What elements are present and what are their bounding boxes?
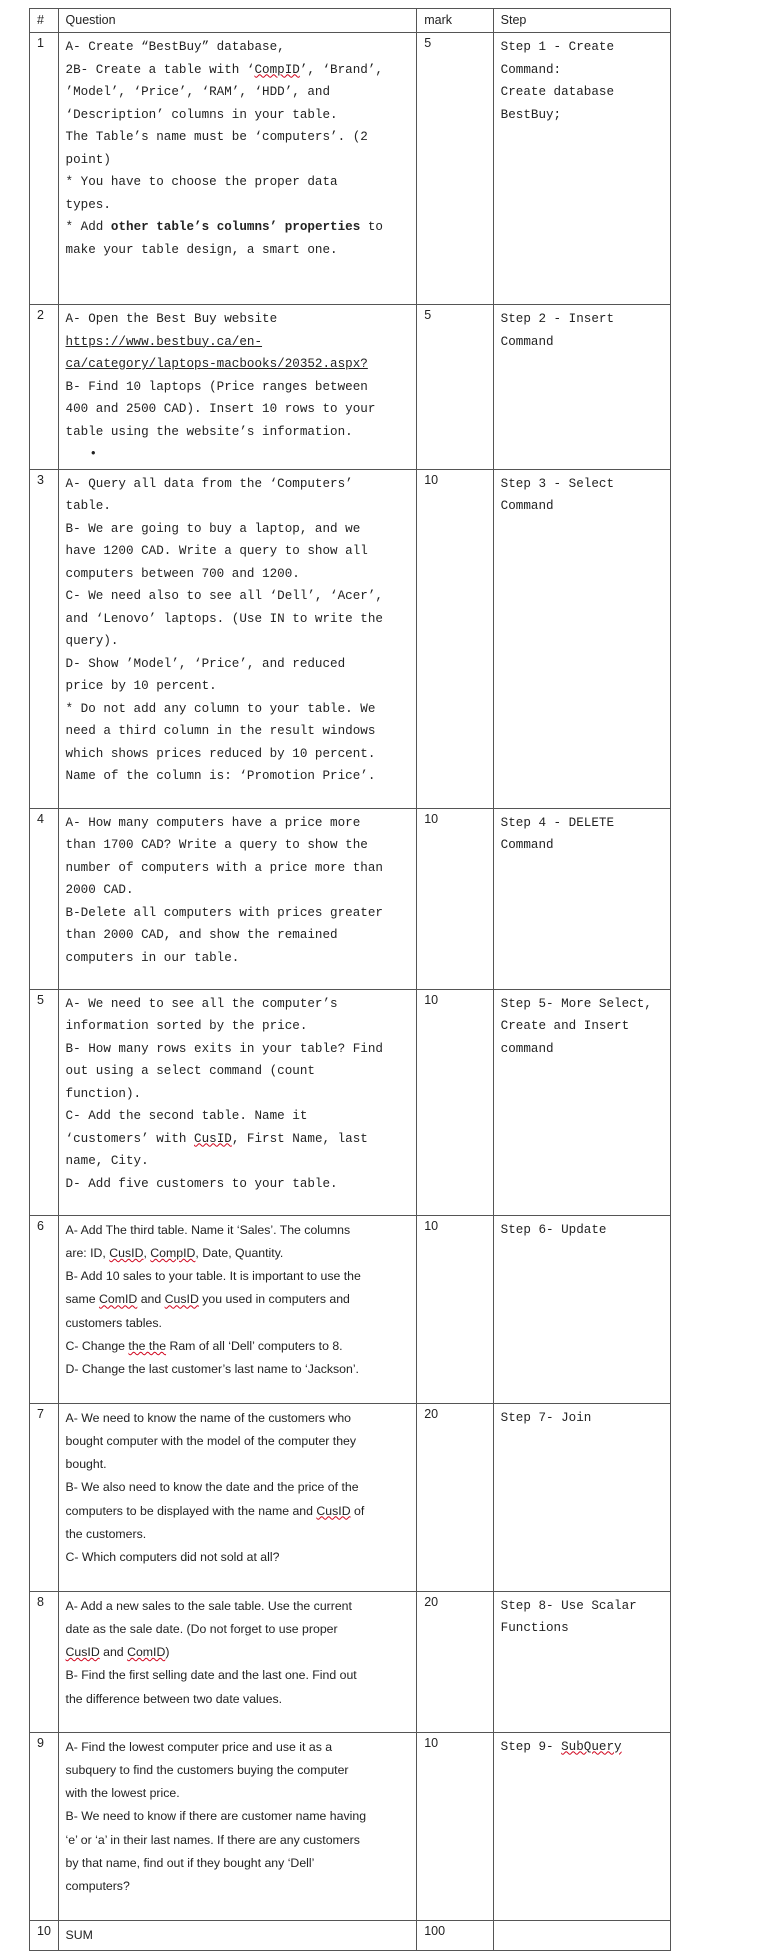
spellcheck-word: CusID	[164, 1292, 199, 1307]
question-line: * You have to choose the proper data	[65, 175, 338, 189]
mark-cell: 20	[417, 1591, 493, 1732]
question-line: C- We need also to see all ‘Dell’, ‘Acer’,	[65, 589, 383, 603]
question-line: 400 and 2500 CAD). Insert 10 rows to your	[65, 402, 376, 416]
step-line: Step 2 - Insert	[500, 312, 615, 326]
question-cell	[58, 1591, 417, 1732]
question-line: than 1700 CAD? Write a query to show the	[65, 838, 368, 852]
question-line: C- Which computers did not sold at all?	[65, 1550, 280, 1565]
step-cell	[493, 1403, 670, 1591]
bold-text: other table’s columns’ properties	[110, 220, 361, 234]
table-row	[30, 1215, 671, 1403]
step-line: Functions	[500, 1621, 569, 1635]
question-line: same ComID and CusID you used in computers and	[65, 1292, 350, 1307]
question-line: number of computers with a price more than	[65, 860, 383, 875]
question-cell	[58, 305, 417, 470]
step-line: Command	[500, 838, 554, 852]
mark-cell: 20	[417, 1403, 493, 1591]
mark-cell: 10	[417, 469, 493, 808]
mark-cell: 10	[417, 1732, 493, 1920]
question-line: * Add other table’s columns’ properties to	[65, 220, 383, 234]
question-line: information sorted by the price.	[65, 1019, 308, 1033]
question-line: B-Delete all computers with prices greater	[65, 905, 383, 920]
table-row	[30, 808, 671, 989]
step-line: Step 9- SubQuery	[500, 1739, 622, 1754]
question-line: A- Open the Best Buy website	[65, 312, 278, 326]
header-mark: mark	[417, 9, 493, 33]
question-line: query).	[65, 634, 119, 648]
step-cell	[493, 1920, 670, 1950]
step-line: Create and Insert	[500, 1019, 630, 1033]
step-line: BestBuy;	[500, 107, 562, 122]
bullet-point: •	[89, 447, 98, 461]
question-line: A- Create “BestBuy” database,	[65, 40, 285, 54]
row-number: 9	[30, 1732, 59, 1920]
question-line: B- Find 10 laptops (Price ranges between	[65, 379, 368, 394]
step-line: Command	[500, 499, 554, 513]
question-line: B- Add 10 sales to your table. It is important to use the	[65, 1269, 361, 1284]
question-cell	[58, 1403, 417, 1591]
sum-label: SUM	[65, 1927, 93, 1942]
step-line: Step 5- More Select,	[500, 996, 652, 1011]
step-cell	[493, 808, 670, 989]
question-line: have 1200 CAD. Write a query to show all	[65, 544, 368, 558]
step-cell	[493, 33, 670, 305]
step-cell	[493, 1215, 670, 1403]
total-mark: 100	[417, 1920, 493, 1950]
question-line: computers in our table.	[65, 950, 240, 965]
question-line: A- Find the lowest computer price and use it as a	[65, 1739, 333, 1754]
row-number: 8	[30, 1591, 59, 1732]
question-line: C- Change the the Ram of all ‘Dell’ computers to 8.	[65, 1338, 343, 1353]
question-line: name, City.	[65, 1154, 149, 1168]
question-line: need a third column in the result windows	[65, 724, 376, 738]
question-line: D- Add five customers to your table.	[65, 1176, 338, 1191]
question-line: ‘e’ or ‘a’ in their last names. If there are any customers	[65, 1832, 360, 1847]
question-line: make your table design, a smart one.	[65, 242, 338, 257]
question-line: types.	[65, 197, 111, 212]
question-line: bought computer with the model of the computer they	[65, 1433, 357, 1448]
step-line: Step 4 - DELETE	[500, 815, 615, 830]
question-line: which shows prices reduced by 10 percent.	[65, 746, 376, 761]
question-line: A- We need to see all the computer’s	[65, 996, 338, 1011]
question-cell	[58, 1215, 417, 1403]
table-row	[30, 1732, 671, 1920]
question-line: subquery to find the customers buying the computer	[65, 1762, 349, 1777]
question-line: by that name, find out if they bought any ‘Dell’	[65, 1855, 315, 1870]
table-row	[30, 989, 671, 1215]
step-cell	[493, 469, 670, 808]
question-line: function).	[65, 1086, 142, 1101]
question-line: A- Query all data from the ‘Computers’	[65, 476, 353, 491]
question-line: ‘customers’ with CusID, First Name, last	[65, 1131, 368, 1146]
mark-cell: 10	[417, 989, 493, 1215]
question-line: table using the website’s information.	[65, 424, 353, 439]
question-line: D- Change the last customer’s last name to ‘Jackson’.	[65, 1362, 359, 1377]
question-cell	[58, 808, 417, 989]
step-cell	[493, 989, 670, 1215]
table-row	[30, 1920, 671, 1950]
step-cell	[493, 1591, 670, 1732]
row-number: 5	[30, 989, 59, 1215]
step-cell	[493, 305, 670, 470]
spellcheck-word: the the	[128, 1338, 167, 1353]
question-line: A- How many computers have a price more	[65, 815, 361, 830]
question-line: CusID and ComID)	[65, 1645, 170, 1660]
step-line: Command:	[500, 62, 562, 77]
question-line: table.	[65, 499, 111, 513]
step-line: Command	[500, 334, 554, 349]
question-line: Name of the column is: ‘Promotion Price’.	[65, 769, 376, 783]
question-line: ’Model’, ‘Price’, ‘RAM’, ‘HDD’, and	[65, 85, 331, 99]
row-number: 7	[30, 1403, 59, 1591]
spellcheck-word: SubQuery	[561, 1739, 622, 1754]
question-cell	[58, 989, 417, 1215]
step-line: command	[500, 1041, 554, 1056]
step-line: Step 6- Update	[500, 1222, 607, 1237]
question-line: date as the sale date. (Do not forget to use proper	[65, 1621, 338, 1636]
spellcheck-word: ComID	[127, 1645, 166, 1660]
header-row	[30, 9, 671, 33]
spellcheck-word: CusID	[316, 1503, 351, 1518]
table-row	[30, 305, 671, 470]
question-line: B- We need to know if there are customer name having	[65, 1809, 367, 1824]
row-number: 4	[30, 808, 59, 989]
question-line: computers between 700 and 1200.	[65, 566, 300, 581]
question-line: B- How many rows exits in your table? Find	[65, 1041, 383, 1056]
table-row	[30, 1591, 671, 1732]
spellcheck-word: CompID	[150, 1245, 196, 1260]
question-line: D- Show ’Model’, ‘Price’, and reduced	[65, 656, 346, 671]
question-line: A- Add a new sales to the sale table. Use the current	[65, 1598, 352, 1613]
row-number: 10	[30, 1920, 59, 1950]
question-line: ‘Description’ columns in your table.	[65, 107, 338, 122]
step-line: Step 8- Use Scalar	[500, 1598, 637, 1613]
row-number: 6	[30, 1215, 59, 1403]
table-row	[30, 33, 671, 305]
header-num: #	[30, 9, 59, 33]
header-question: Question	[58, 9, 417, 33]
question-cell	[58, 33, 417, 305]
mark-cell: 10	[417, 808, 493, 989]
assignment-table	[29, 8, 671, 1951]
question-line: computers?	[65, 1879, 130, 1894]
bestbuy-link[interactable]: ca/category/laptops-macbooks/20352.aspx?	[65, 357, 368, 371]
spellcheck-word: CompID	[254, 62, 300, 77]
row-number: 2	[30, 305, 59, 470]
question-line: C- Add the second table. Name it	[65, 1109, 308, 1123]
row-number: 3	[30, 469, 59, 808]
question-line: A- Add The third table. Name it ‘Sales’. The columns	[65, 1222, 351, 1237]
question-line: B- We also need to know the date and the price of the	[65, 1480, 359, 1495]
question-line: are: ID, CusID, CompID, Date, Quantity.	[65, 1245, 284, 1260]
step-line: Step 3 - Select	[500, 476, 615, 491]
question-line: 2B- Create a table with ‘CompID’, ‘Brand’,	[65, 62, 383, 77]
step-line: Create database	[500, 85, 615, 99]
question-line: computers to be displayed with the name and CusID of	[65, 1503, 365, 1518]
question-cell	[58, 1732, 417, 1920]
table-row	[30, 469, 671, 808]
spellcheck-word: CusID	[109, 1245, 144, 1260]
question-line: with the lowest price.	[65, 1786, 180, 1801]
question-line: the difference between two date values.	[65, 1691, 283, 1706]
header-step: Step	[493, 9, 670, 33]
question-line: 2000 CAD.	[65, 883, 134, 897]
mark-cell: 10	[417, 1215, 493, 1403]
question-cell	[58, 1920, 417, 1950]
question-line: price by 10 percent.	[65, 679, 217, 693]
question-line: than 2000 CAD, and show the remained	[65, 928, 338, 942]
row-number: 1	[30, 33, 59, 305]
question-line: * Do not add any column to your table. We	[65, 701, 376, 716]
question-line: bought.	[65, 1457, 107, 1472]
spellcheck-word: ComID	[99, 1292, 138, 1307]
question-line: point)	[65, 152, 111, 167]
question-line: and ‘Lenovo’ laptops. (Use IN to write the	[65, 611, 383, 626]
table-row	[30, 1403, 671, 1591]
mark-cell: 5	[417, 305, 493, 470]
question-line: customers tables.	[65, 1315, 162, 1330]
spellcheck-word: CusID	[194, 1131, 232, 1146]
step-cell	[493, 1732, 670, 1920]
step-line: Step 1 - Create	[500, 40, 615, 54]
question-line: The Table’s name must be ‘computers’. (2	[65, 130, 368, 144]
question-line: A- We need to know the name of the customers who	[65, 1410, 352, 1425]
bestbuy-link[interactable]: https://www.bestbuy.ca/en-	[65, 334, 263, 349]
question-line: out using a select command (count	[65, 1064, 315, 1078]
question-line: B- Find the first selling date and the last one. Find out	[65, 1668, 357, 1683]
question-line: B- We are going to buy a laptop, and we	[65, 521, 361, 536]
spellcheck-word: CusID	[65, 1645, 100, 1660]
question-line: the customers.	[65, 1526, 147, 1541]
mark-cell: 5	[417, 33, 493, 305]
question-cell	[58, 469, 417, 808]
step-line: Step 7- Join	[500, 1410, 592, 1425]
